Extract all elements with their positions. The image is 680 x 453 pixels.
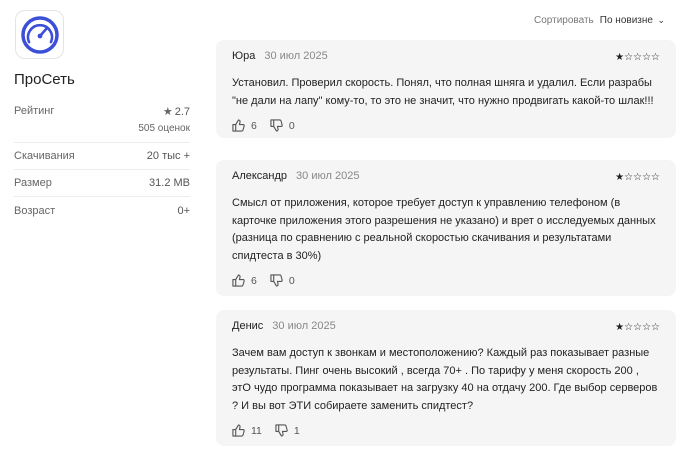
review-card: [216, 310, 676, 446]
like-count: 6: [251, 119, 257, 132]
like-button[interactable]: [232, 424, 262, 437]
review-date: 30 июл 2025: [264, 50, 328, 62]
star-icon: ★: [162, 106, 173, 118]
size-label: Размер: [14, 177, 52, 189]
age-value: 0+: [177, 205, 190, 217]
review-stars: ★☆☆☆☆: [615, 52, 660, 63]
review-date: 30 июл 2025: [296, 170, 360, 182]
thumbs-up-icon: [232, 274, 245, 287]
rating-label: Рейтинг: [14, 105, 55, 117]
review-author: Александр: [232, 170, 288, 182]
chevron-down-icon[interactable]: ⌄: [654, 15, 665, 25]
review-card: [216, 160, 676, 296]
dislike-button[interactable]: [270, 119, 295, 132]
divider: [14, 142, 190, 143]
review-author: Денис: [232, 320, 264, 332]
thumbs-up-icon: [232, 119, 245, 132]
like-count: 11: [251, 424, 262, 437]
divider: [14, 196, 190, 197]
dislike-button[interactable]: [275, 424, 300, 437]
rating-value: ★ 2.7: [162, 106, 190, 118]
dislike-count: 1: [293, 424, 300, 437]
sort-control[interactable]: [534, 15, 665, 26]
review-text: Смысл от приложения, которое требует доступ к управлению телефоном (в карточке приложения этого разрешения не указано) и врет о исследуемых данных (разница по сравнению с реальной скоростью скачивания и результатами спидтеста в 30%): [232, 197, 656, 262]
votes-count: 505 оценок: [138, 123, 190, 134]
review-stars: ★☆☆☆☆: [615, 322, 660, 333]
like-button[interactable]: [232, 119, 257, 132]
downloads-label: Скачивания: [14, 150, 75, 162]
like-button[interactable]: [232, 274, 257, 287]
thumbs-down-icon: [270, 119, 283, 132]
like-count: 6: [251, 274, 257, 287]
downloads-row: [14, 150, 190, 162]
app-name: ПроСеть: [14, 71, 75, 88]
speedometer-icon: [21, 16, 59, 54]
age-row: [14, 205, 190, 217]
app-icon: [15, 10, 64, 59]
dislike-count: 0: [288, 119, 295, 132]
divider: [14, 169, 190, 170]
thumbs-down-icon: [275, 424, 288, 437]
review-text: Зачем вам доступ к звонкам и местоположению? Каждый раз показывает разные результаты. Пинг очень высокий , всегда 70+ . По тарифу у меня скорость 200 , этО чудо программа показывает на загрузку 40 на отдачу 200. Где выбор серверов ? И вы вот ЭТИ собираете заменить спидтест?: [232, 347, 658, 412]
size-value: 31.2 MB: [149, 177, 190, 189]
sort-selected[interactable]: По новизне: [599, 15, 653, 26]
rating-row: [14, 105, 190, 134]
review-text: Установил. Проверил скорость. Понял, что полная шняга и удалил. Если разрабы "не дали на лапу" кому-то, то это не значит, что нужно продвигать какой-то шлак!!!: [232, 77, 654, 107]
review-date: 30 июл 2025: [272, 320, 336, 332]
review-stars: ★☆☆☆☆: [615, 172, 660, 183]
review-author: Юра: [232, 50, 256, 62]
review-card: [216, 40, 676, 138]
dislike-button[interactable]: [270, 274, 295, 287]
size-row: [14, 177, 190, 189]
downloads-value: 20 тыс +: [146, 150, 190, 162]
thumbs-up-icon: [232, 424, 245, 437]
age-label: Возраст: [14, 205, 56, 217]
thumbs-down-icon: [270, 274, 283, 287]
sort-label: Сортировать: [534, 15, 594, 26]
dislike-count: 0: [288, 274, 295, 287]
